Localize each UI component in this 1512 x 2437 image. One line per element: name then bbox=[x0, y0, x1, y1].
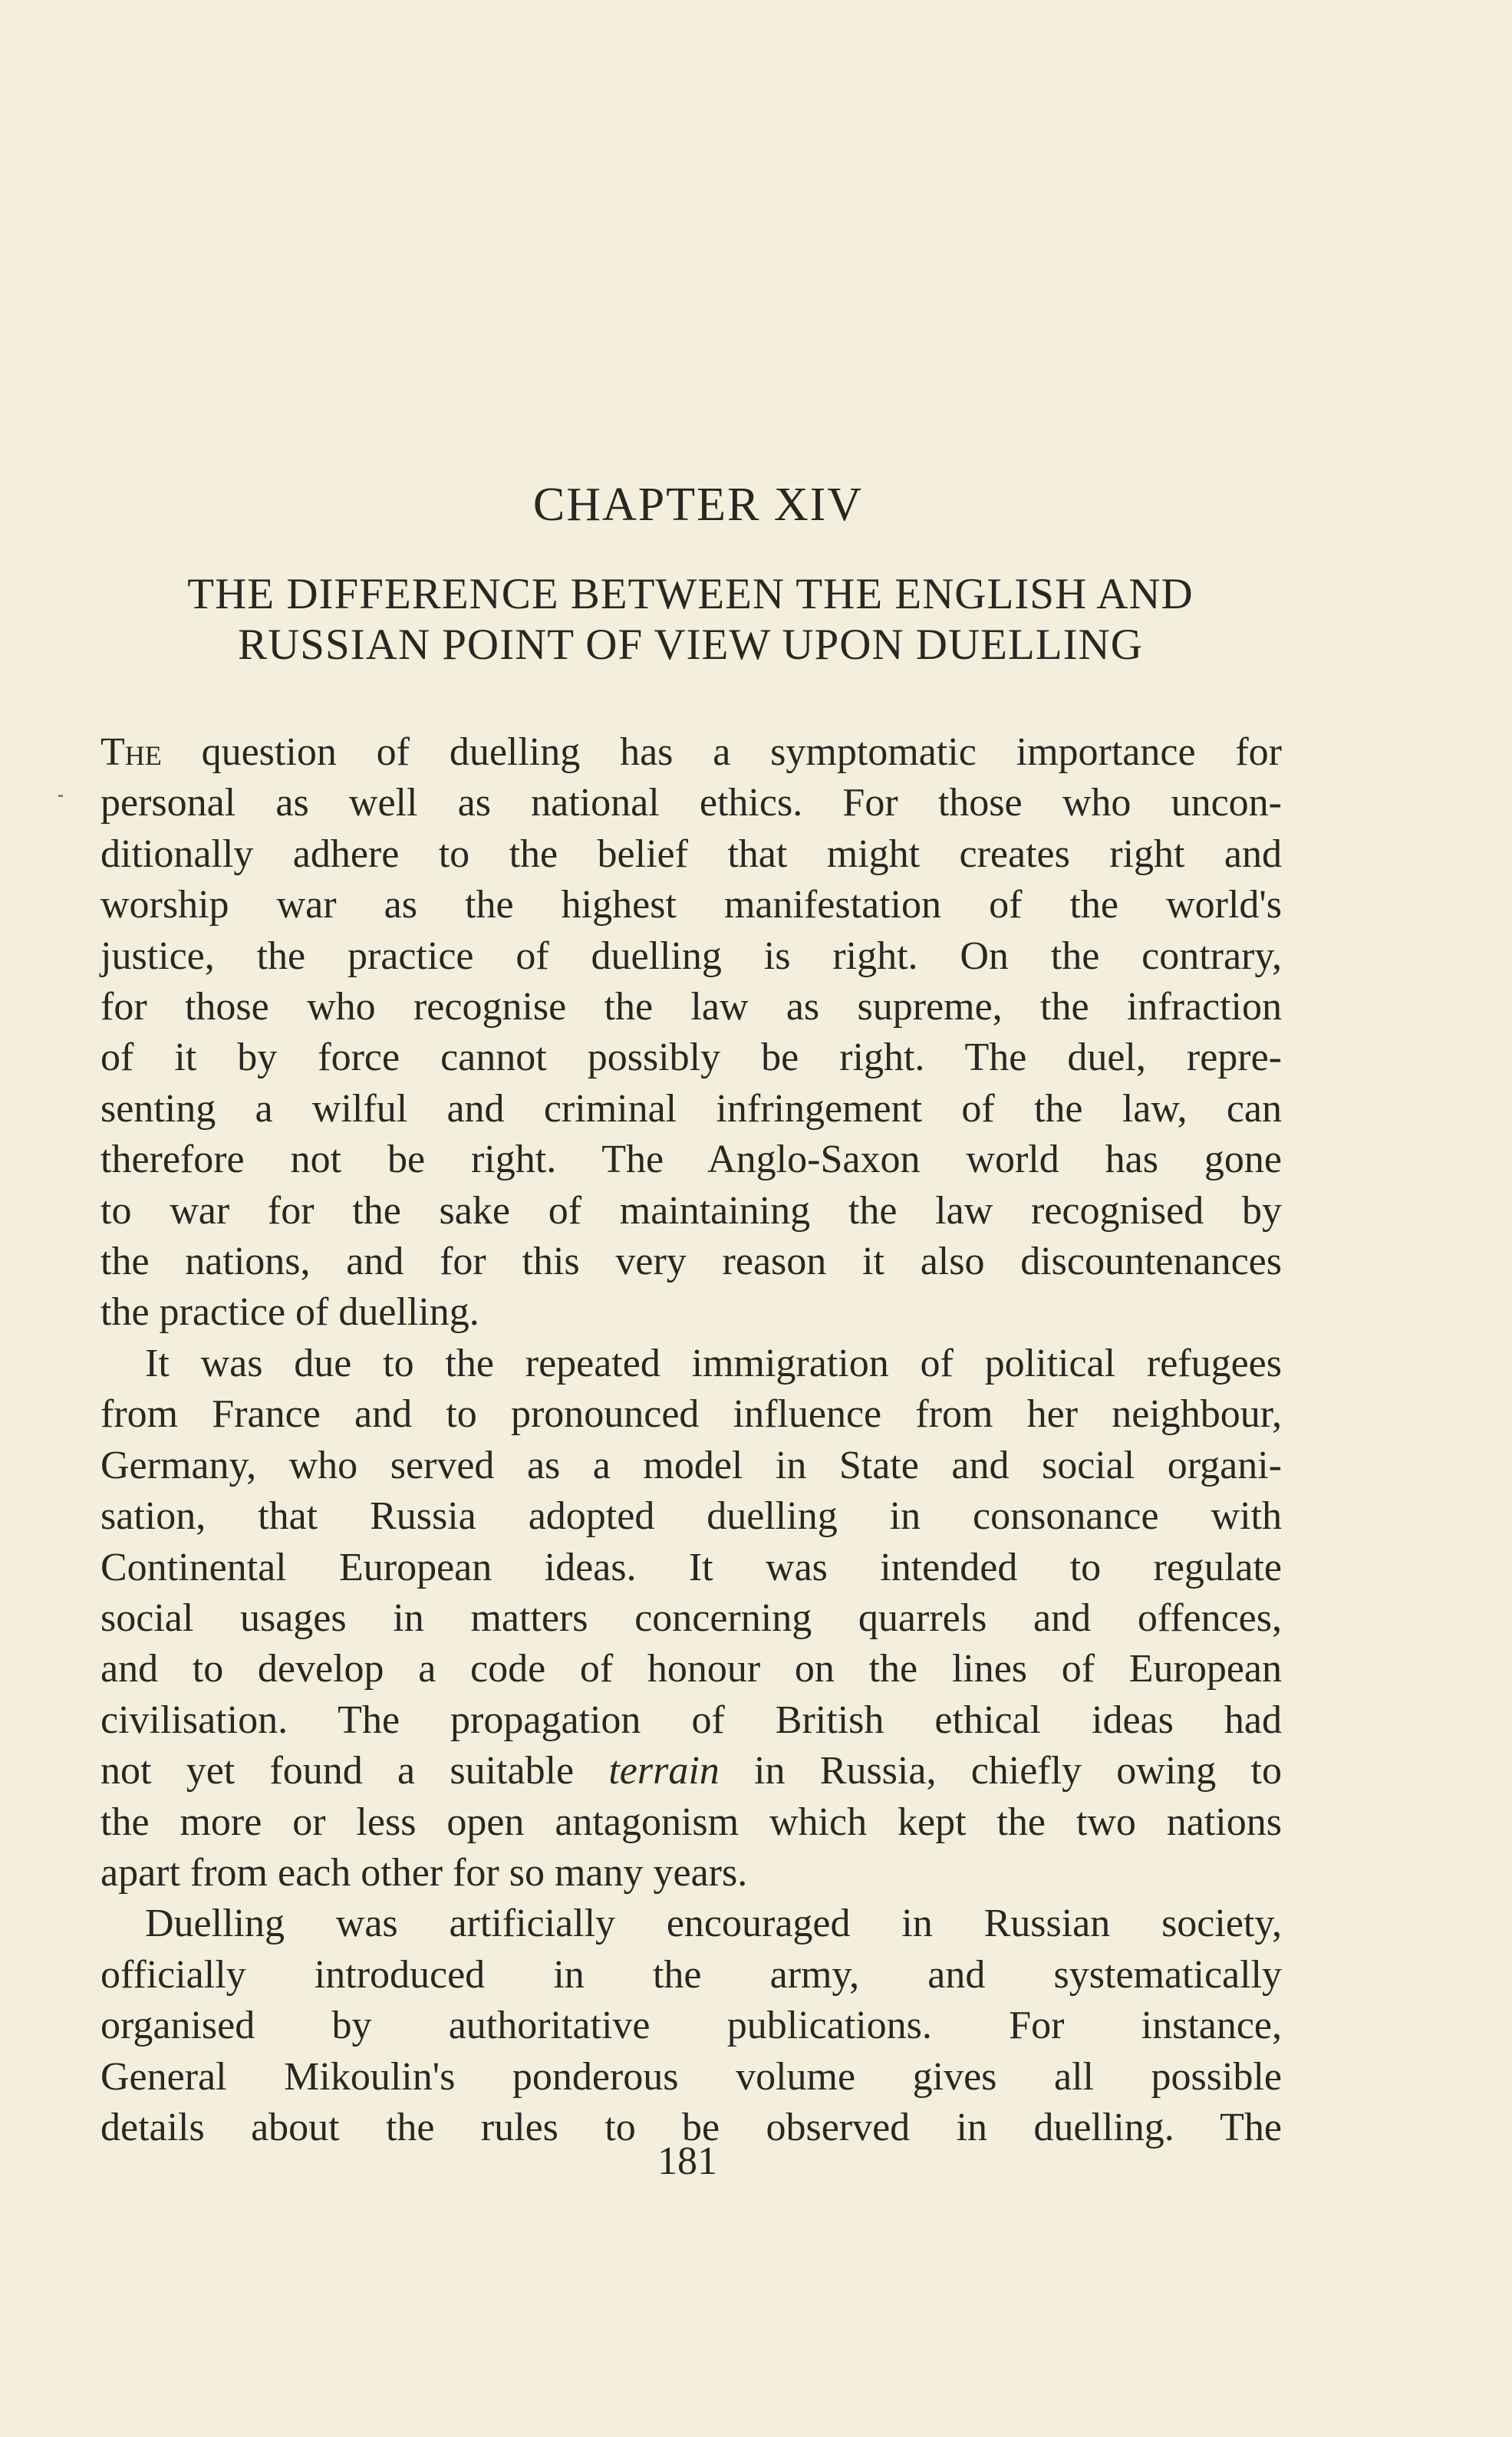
text-line: to war for the sake of maintaining the law recognised by bbox=[100, 1188, 1282, 1233]
text-line: from France and to pronounced influence from her neighbour, bbox=[100, 1392, 1282, 1437]
text-line: senting a wilful and criminal infringement of the law, can bbox=[100, 1086, 1282, 1131]
text-line: ditionally adhere to the belief that might creates right and bbox=[100, 832, 1282, 876]
text-line: Duelling was artificially encouraged in Russian society, bbox=[145, 1902, 1282, 1946]
text-line: It was due to the repeated immigration of political refugees bbox=[145, 1341, 1282, 1385]
text-line: justice, the practice of duelling is right. On the contrary, bbox=[100, 934, 1282, 978]
italic-term: terrain bbox=[608, 1749, 720, 1793]
text-line: of it by force cannot possibly be right. The duel, repre- bbox=[100, 1036, 1282, 1080]
text-fragment: not yet found a suitable bbox=[100, 1749, 609, 1793]
text-line: social usages in matters concerning quarrels and offences, bbox=[100, 1596, 1282, 1640]
text-fragment: question of duelling has a symptomatic importance for bbox=[161, 730, 1282, 774]
text-line: Germany, who served as a model in State and social organi- bbox=[100, 1443, 1282, 1487]
chapter-title-line: RUSSIAN POINT OF VIEW UPON DUELLING bbox=[238, 621, 1143, 669]
text-line bbox=[100, 727, 1282, 778]
text-line: General Mikoulin's ponderous volume gives all possible bbox=[100, 2054, 1282, 2099]
chapter-number: CHAPTER XIV bbox=[532, 479, 864, 531]
text-line: officially introduced in the army, and systematically bbox=[100, 1952, 1282, 1997]
text-line: therefore not be right. The Anglo-Saxon world has gone bbox=[100, 1138, 1282, 1182]
text-line: apart from each other for so many years. bbox=[100, 1850, 748, 1895]
text-line: worship war as the highest manifestation of the world's bbox=[100, 883, 1282, 927]
text-line: for those who recognise the law as supreme, the infraction bbox=[100, 985, 1282, 1029]
text-line: the more or less open antagonism which kept the two nations bbox=[100, 1800, 1282, 1844]
text-line: Continental European ideas. It was intended to regulate bbox=[100, 1545, 1282, 1589]
text-line: the practice of duelling. bbox=[100, 1290, 479, 1335]
text-line: organised by authoritative publications. For instance, bbox=[100, 2004, 1282, 2048]
text-line: the nations, and for this very reason it also discountenances bbox=[100, 1240, 1282, 1284]
text-line: personal as well as national ethics. For those who uncon- bbox=[100, 781, 1282, 825]
text-fragment: in Russia, chiefly owing to bbox=[719, 1749, 1283, 1793]
text-line: sation, that Russia adopted duelling in consonance with bbox=[100, 1494, 1282, 1539]
text-line: civilisation. The propagation of British ethical ideas had bbox=[100, 1698, 1282, 1742]
body-text bbox=[100, 727, 1282, 2153]
drop-word: The bbox=[100, 730, 162, 774]
text-line bbox=[100, 1746, 1282, 1796]
margin-mark bbox=[58, 795, 63, 797]
text-line: details about the rules to be observed in duelling. The bbox=[100, 2105, 1282, 2149]
text-line: and to develop a code of honour on the lines of European bbox=[100, 1647, 1282, 1691]
page-number: 181 bbox=[657, 2139, 717, 2183]
chapter-title bbox=[100, 569, 1281, 670]
chapter-title-line: THE DIFFERENCE BETWEEN THE ENGLISH AND bbox=[187, 570, 1194, 618]
